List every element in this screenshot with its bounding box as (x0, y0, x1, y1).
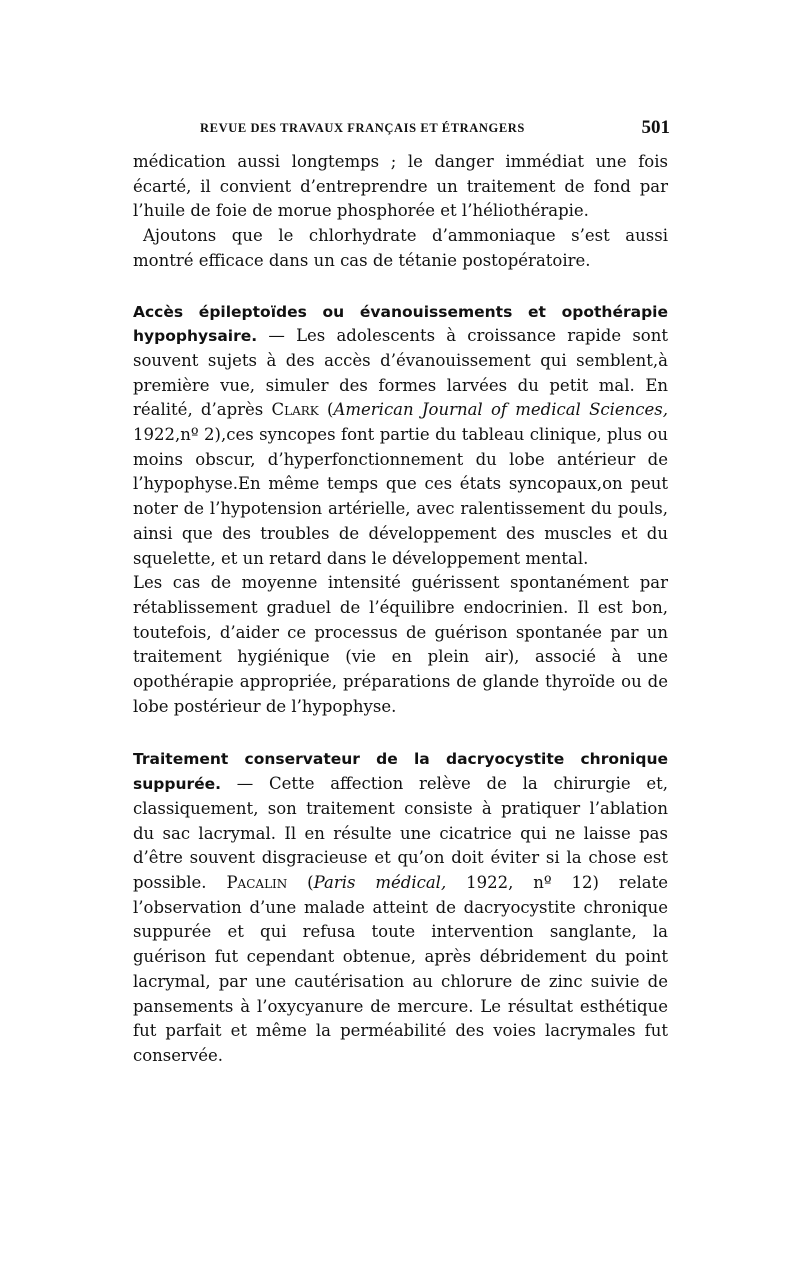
punctuation: ( (318, 400, 334, 420)
author-name: Clark (271, 400, 319, 420)
journal-title: Paris médical, (313, 872, 447, 892)
page-number: 501 (641, 117, 670, 138)
section-text: — Cette affection relève de la chirurgie et, classiquement, son traitement consiste à pratiquer l’ablation du sac lacrymal. Il en résulte une cicatrice qui ne laisse pas d’être souvent disgracieuse et qu’on doit éviter si la chose est possible. (133, 774, 668, 892)
punctuation: ( (287, 872, 314, 892)
running-title: REVUE DES TRAVAUX FRANÇAIS ET ÉTRANGERS (200, 121, 525, 135)
paragraph-continuation: médication aussi longtemps ; le danger immédiat une fois écarté, il convient d’entreprendre un traitement de fond par l’huile de foie de morue phosphorée et l’héliothérapie. (133, 152, 668, 221)
paragraph-ammoniaque: Ajoutons que le chlorhydrate d’ammoniaque s’est aussi montré efficace dans un cas de tétanie postopératoire. (133, 226, 668, 270)
section-heading-epileptoides: Accès épileptoïdes ou évanouissements et opothérapie hypophysaire. (133, 302, 668, 346)
section-gap (133, 719, 668, 747)
running-header (200, 117, 670, 141)
section-heading-dacryocystite: Traitement conservateur de la dacryocystite chronique suppurée. (133, 750, 668, 794)
section-text: 1922, nº 12) relate l’observation d’une malade atteint de dacryocystite chronique suppurée et qui refusa toute intervention sanglante, la guérison fut cependant obtenue, après débridement du point lacrymal, par une cautérisation au chlorure de zinc suivie de pansements à l’oxycyanure de mercure. Le résultat esthétique fut parfait et même la perméabilité des voies lacrymales fut conservée. (133, 872, 668, 1065)
section-epileptoides (133, 300, 668, 572)
section-text: — Les adolescents à croissance rapide sont souvent sujets à des accès d’évanouissement qui semblent,à première vue, simuler des formes larvées du petit mal. En réalité, d’après (133, 326, 668, 420)
author-name: Pacalin (226, 872, 288, 892)
paragraph-moyenne-intensite: Les cas de moyenne intensité guérissent spontanément par rétablissement graduel de l’équilibre endocrinien. Il est bon, toutefois, d’aider ce processus de guérison spontanée par un traitement hygiénique (vie en plein air), associé à une opothérapie appropriée, préparations de glande thyroïde ou de lobe postérieur de l’hypophyse. (133, 573, 668, 716)
section-text: 1922,nº 2),ces syncopes font partie du tableau clinique, plus ou moins obscur, d’hyperfonctionnement du lobe antérieur de l’hypophyse.En même temps que ces états syncopaux,on peut noter de l’hypotension artérielle, avec ralentissement du pouls, ainsi que des troubles de développement des muscles et du squelette, et un retard dans le développement mental. (133, 425, 668, 568)
section-dacryocystite (133, 747, 668, 1068)
body-text (133, 150, 668, 1069)
section-gap (133, 274, 668, 300)
journal-title: American Journal of medical Sciences, (333, 400, 668, 420)
